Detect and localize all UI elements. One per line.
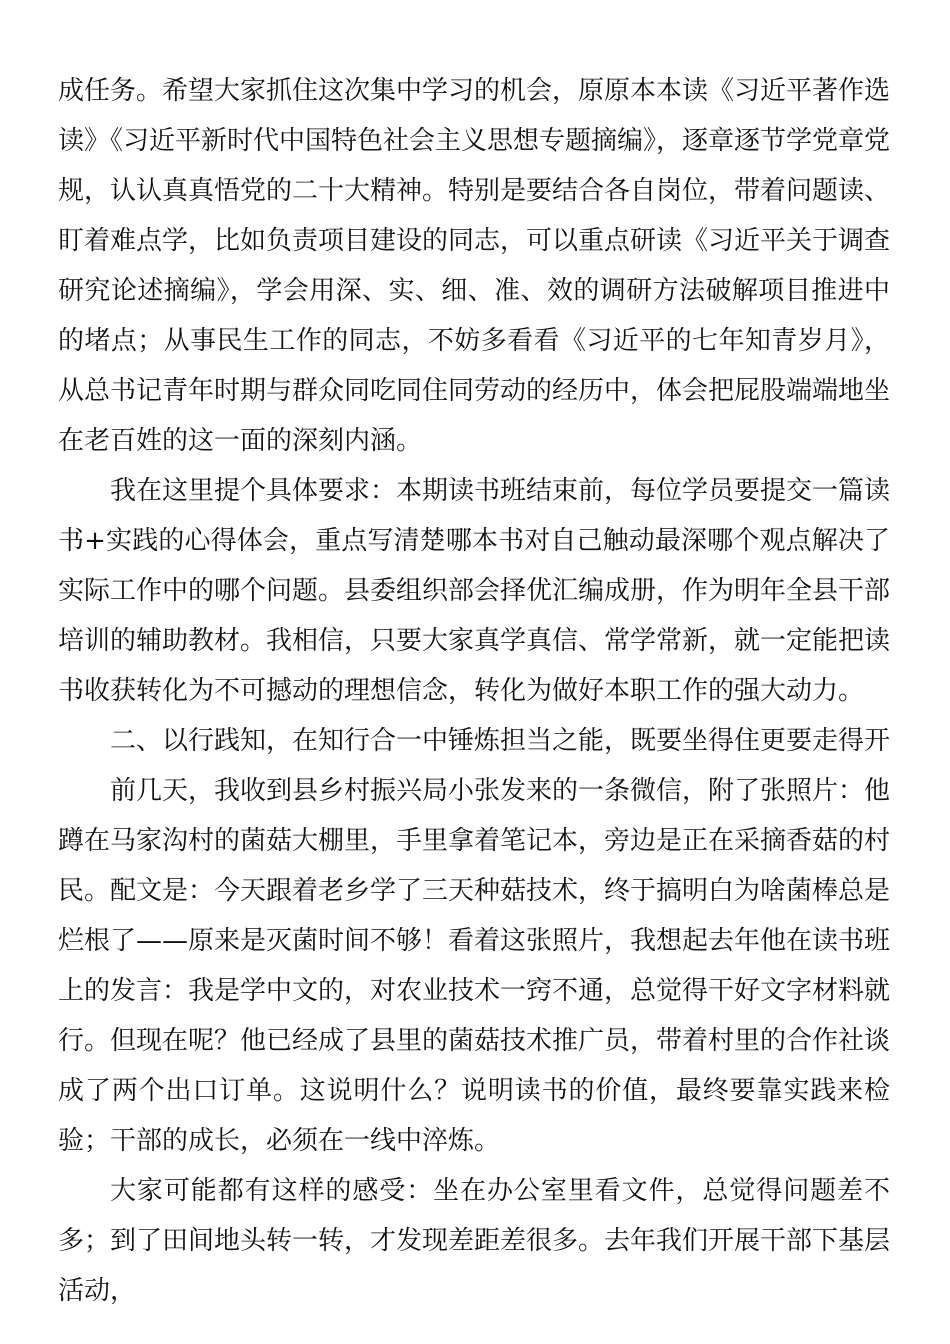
- body-paragraph-4: 大家可能都有这样的感受：坐在办公室里看文件，总觉得问题差不多；到了田间地头转一转，才发现差距差很多。去年我们开展干部下基层活动，: [58, 1176, 891, 1306]
- body-paragraph-2: 我在这里提个具体要求：本期读书班结束前，每位学员要提交一篇读书+实践的心得体会，重点写清楚哪本书对自己触动最深哪个观点解决了实际工作中的哪个问题。县委组织部会择优汇编成册，作为明年全县干部培训的辅助教材。我相信，只要大家真学真信、常学常新，就一定能把读书收获转化为不可撼动的理想信念，转化为做好本职工作的强大动力。: [58, 476, 891, 706]
- body-paragraph-3: 前几天，我收到县乡村振兴局小张发来的一条微信，附了张照片：他蹲在马家沟村的菌菇大棚里，手里拿着笔记本，旁边是正在采摘香菇的村民。配文是：今天跟着老乡学了三天种菇技术，终于搞明白为啥菌棒总是烂根了——原来是灭菌时间不够！看着这张照片，我想起去年他在读书班上的发言：我是学中文的，对农业技术一窍不通，总觉得干好文字材料就行。但现在呢？他已经成了县里的菌菇技术推广员，带着村里的合作社谈成了两个出口订单。这说明什么？说明读书的价值，最终要靠实践来检验；干部的成长，必须在一线中淬炼。: [58, 776, 891, 1156]
- document-page: [58, 66, 890, 1316]
- section-heading-2: 二、以行践知，在知行合一中锤炼担当之能，既要坐得住更要走得开: [110, 726, 891, 756]
- body-paragraph-1: 成任务。希望大家抓住这次集中学习的机会，原原本本读《习近平著作选读》《习近平新时代中国特色社会主义思想专题摘编》，逐章逐节学党章党规，认认真真悟党的二十大精神。特别是要结合各自岗位，带着问题读、盯着难点学，比如负责项目建设的同志，可以重点研读《习近平关于调查研究论述摘编》，学会用深、实、细、准、效的调研方法破解项目推进中的堵点；从事民生工作的同志，不妨多看看《习近平的七年知青岁月》，从总书记青年时期与群众同吃同住同劳动的经历中，体会把屁股端端地坐在老百姓的这一面的深刻内涵。: [58, 76, 891, 456]
